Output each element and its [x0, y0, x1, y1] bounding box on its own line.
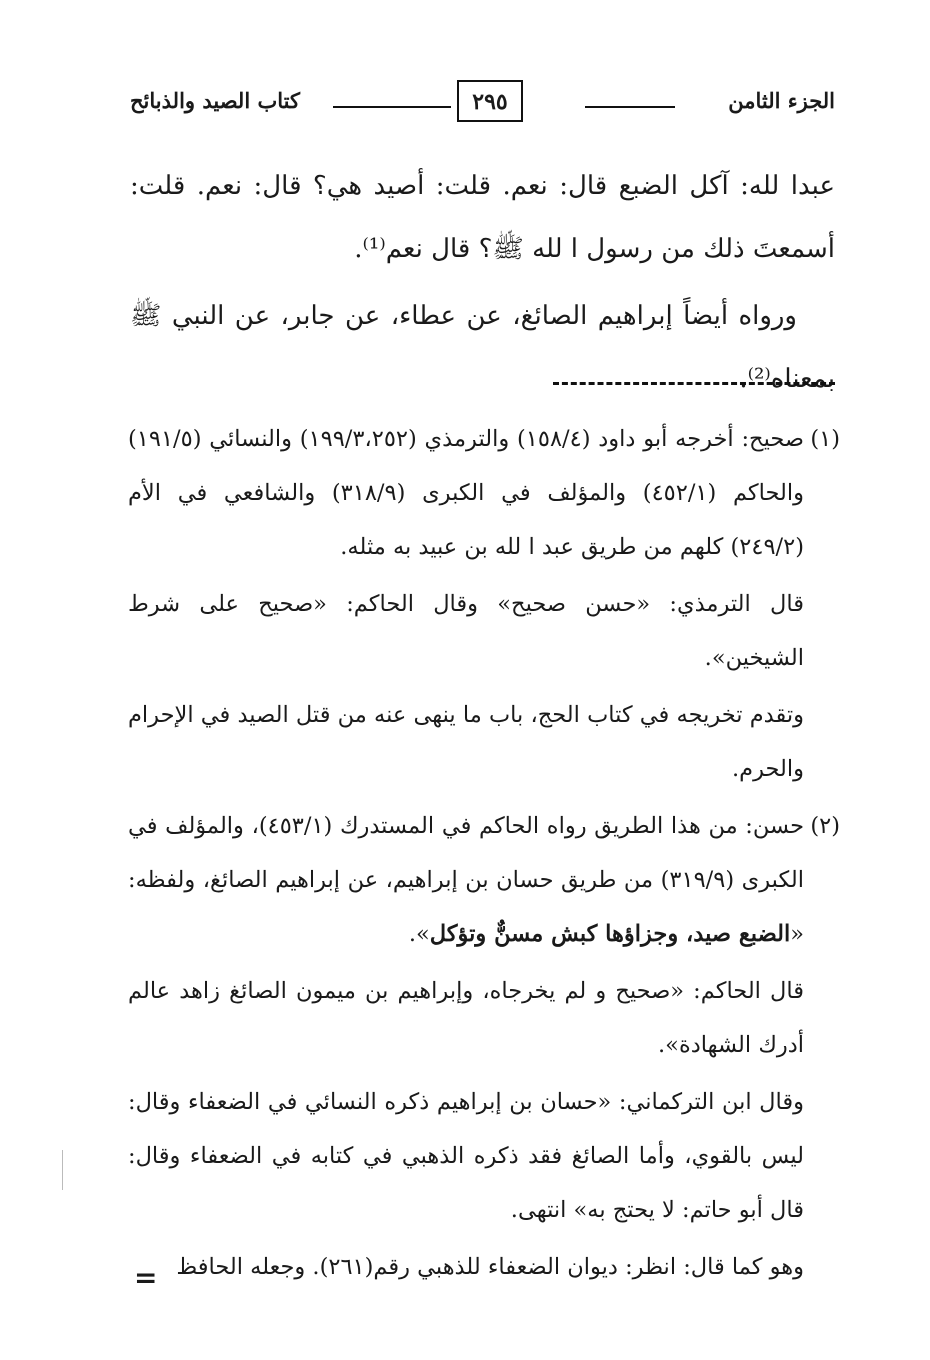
footnote-paragraph: قال الترمذي: «حسن صحيح» وقال الحاكم: «صحيح على شرط الشيخين».: [128, 591, 804, 671]
footnote-paragraph: وتقدم تخريجه في كتاب الحج، باب ما ينهى عنه من قتل الصيد في الإحرام والحرم.: [128, 702, 804, 782]
header-rule-right: [585, 106, 675, 108]
main-paragraph-2: ورواه أيضاً إبراهيم الصائغ، عن عطاء، عن جابر، عن النبي ﷺ بمعناه⁽²⁾.: [130, 301, 835, 394]
footnote-1: [128, 412, 840, 796]
header-rule-left: [333, 106, 451, 108]
footnote-separator: [553, 382, 835, 385]
footnote-paragraph: وقال ابن التركماني: «حسان بن إبراهيم ذكره النسائي في الضعفاء وقال: ليس بالقوي، وأما الصائغ فقد ذكره الذهبي في كتابه في الضعفاء وقال: قال أبو حاتم: لا يحتج به» انتهى.: [128, 1089, 804, 1223]
footnote-marker: (١): [810, 426, 840, 452]
footnote-paragraph: صحيح: أخرجه أبو داود (١٥٨/٤) والترمذي (١٩٩/٣،٢٥٢) والنسائي (١٩١/٥) والحاكم (٤٥٢/١) والمؤلف في الكبرى (٣١٨/٩) والشافعي في الأم (٢٤٩/٢) كلهم من طريق عبد ا لله بن عبيد به مثله.: [128, 426, 804, 560]
footnote-marker: (٢): [810, 813, 840, 839]
footnote-outro: ».: [408, 921, 430, 947]
footnote-paragraph: [128, 799, 804, 961]
footnote-intro: حسن: من هذا الطريق رواه الحاكم في المستدرك (٤٥٣/١)، والمؤلف في الكبرى (٣١٩/٩) من طريق حسان بن إبراهيم، عن إبراهيم الصائغ، ولفظه: «: [128, 813, 804, 947]
footnote-quote: الضبع صيد، وجزاؤها كبش مسنٌّ وتؤكل: [429, 921, 791, 947]
footnote-paragraph: وهو كما قال: انظر: ديوان الضعفاء للذهبي رقم(٢٦١). وجعله الحافظ: [176, 1254, 804, 1280]
book-title: كتاب الصيد والذبائح: [130, 88, 300, 113]
main-text: [130, 155, 835, 411]
footnote-paragraph: قال الحاكم: «صحيح و لم يخرجاه، وإبراهيم بن ميمون الصائغ زاهد عالم أدرك الشهادة».: [128, 978, 804, 1058]
scan-speck: [62, 1150, 63, 1190]
running-header: [130, 80, 835, 128]
page-number: ٢٩٥: [457, 80, 523, 122]
volume-title: الجزء الثامن: [728, 88, 835, 113]
footnotes: [128, 412, 840, 1294]
footnote-2: [128, 799, 840, 1294]
main-paragraph-1: عبدا لله: آكل الضبع قال: نعم. قلت: أصيد هي؟ قال: نعم. قلت: أسمعتَ ذلك من رسول ا لله ﷺ؟ قال نعم⁽¹⁾.: [130, 171, 835, 264]
continuation-mark: =: [134, 1261, 158, 1294]
